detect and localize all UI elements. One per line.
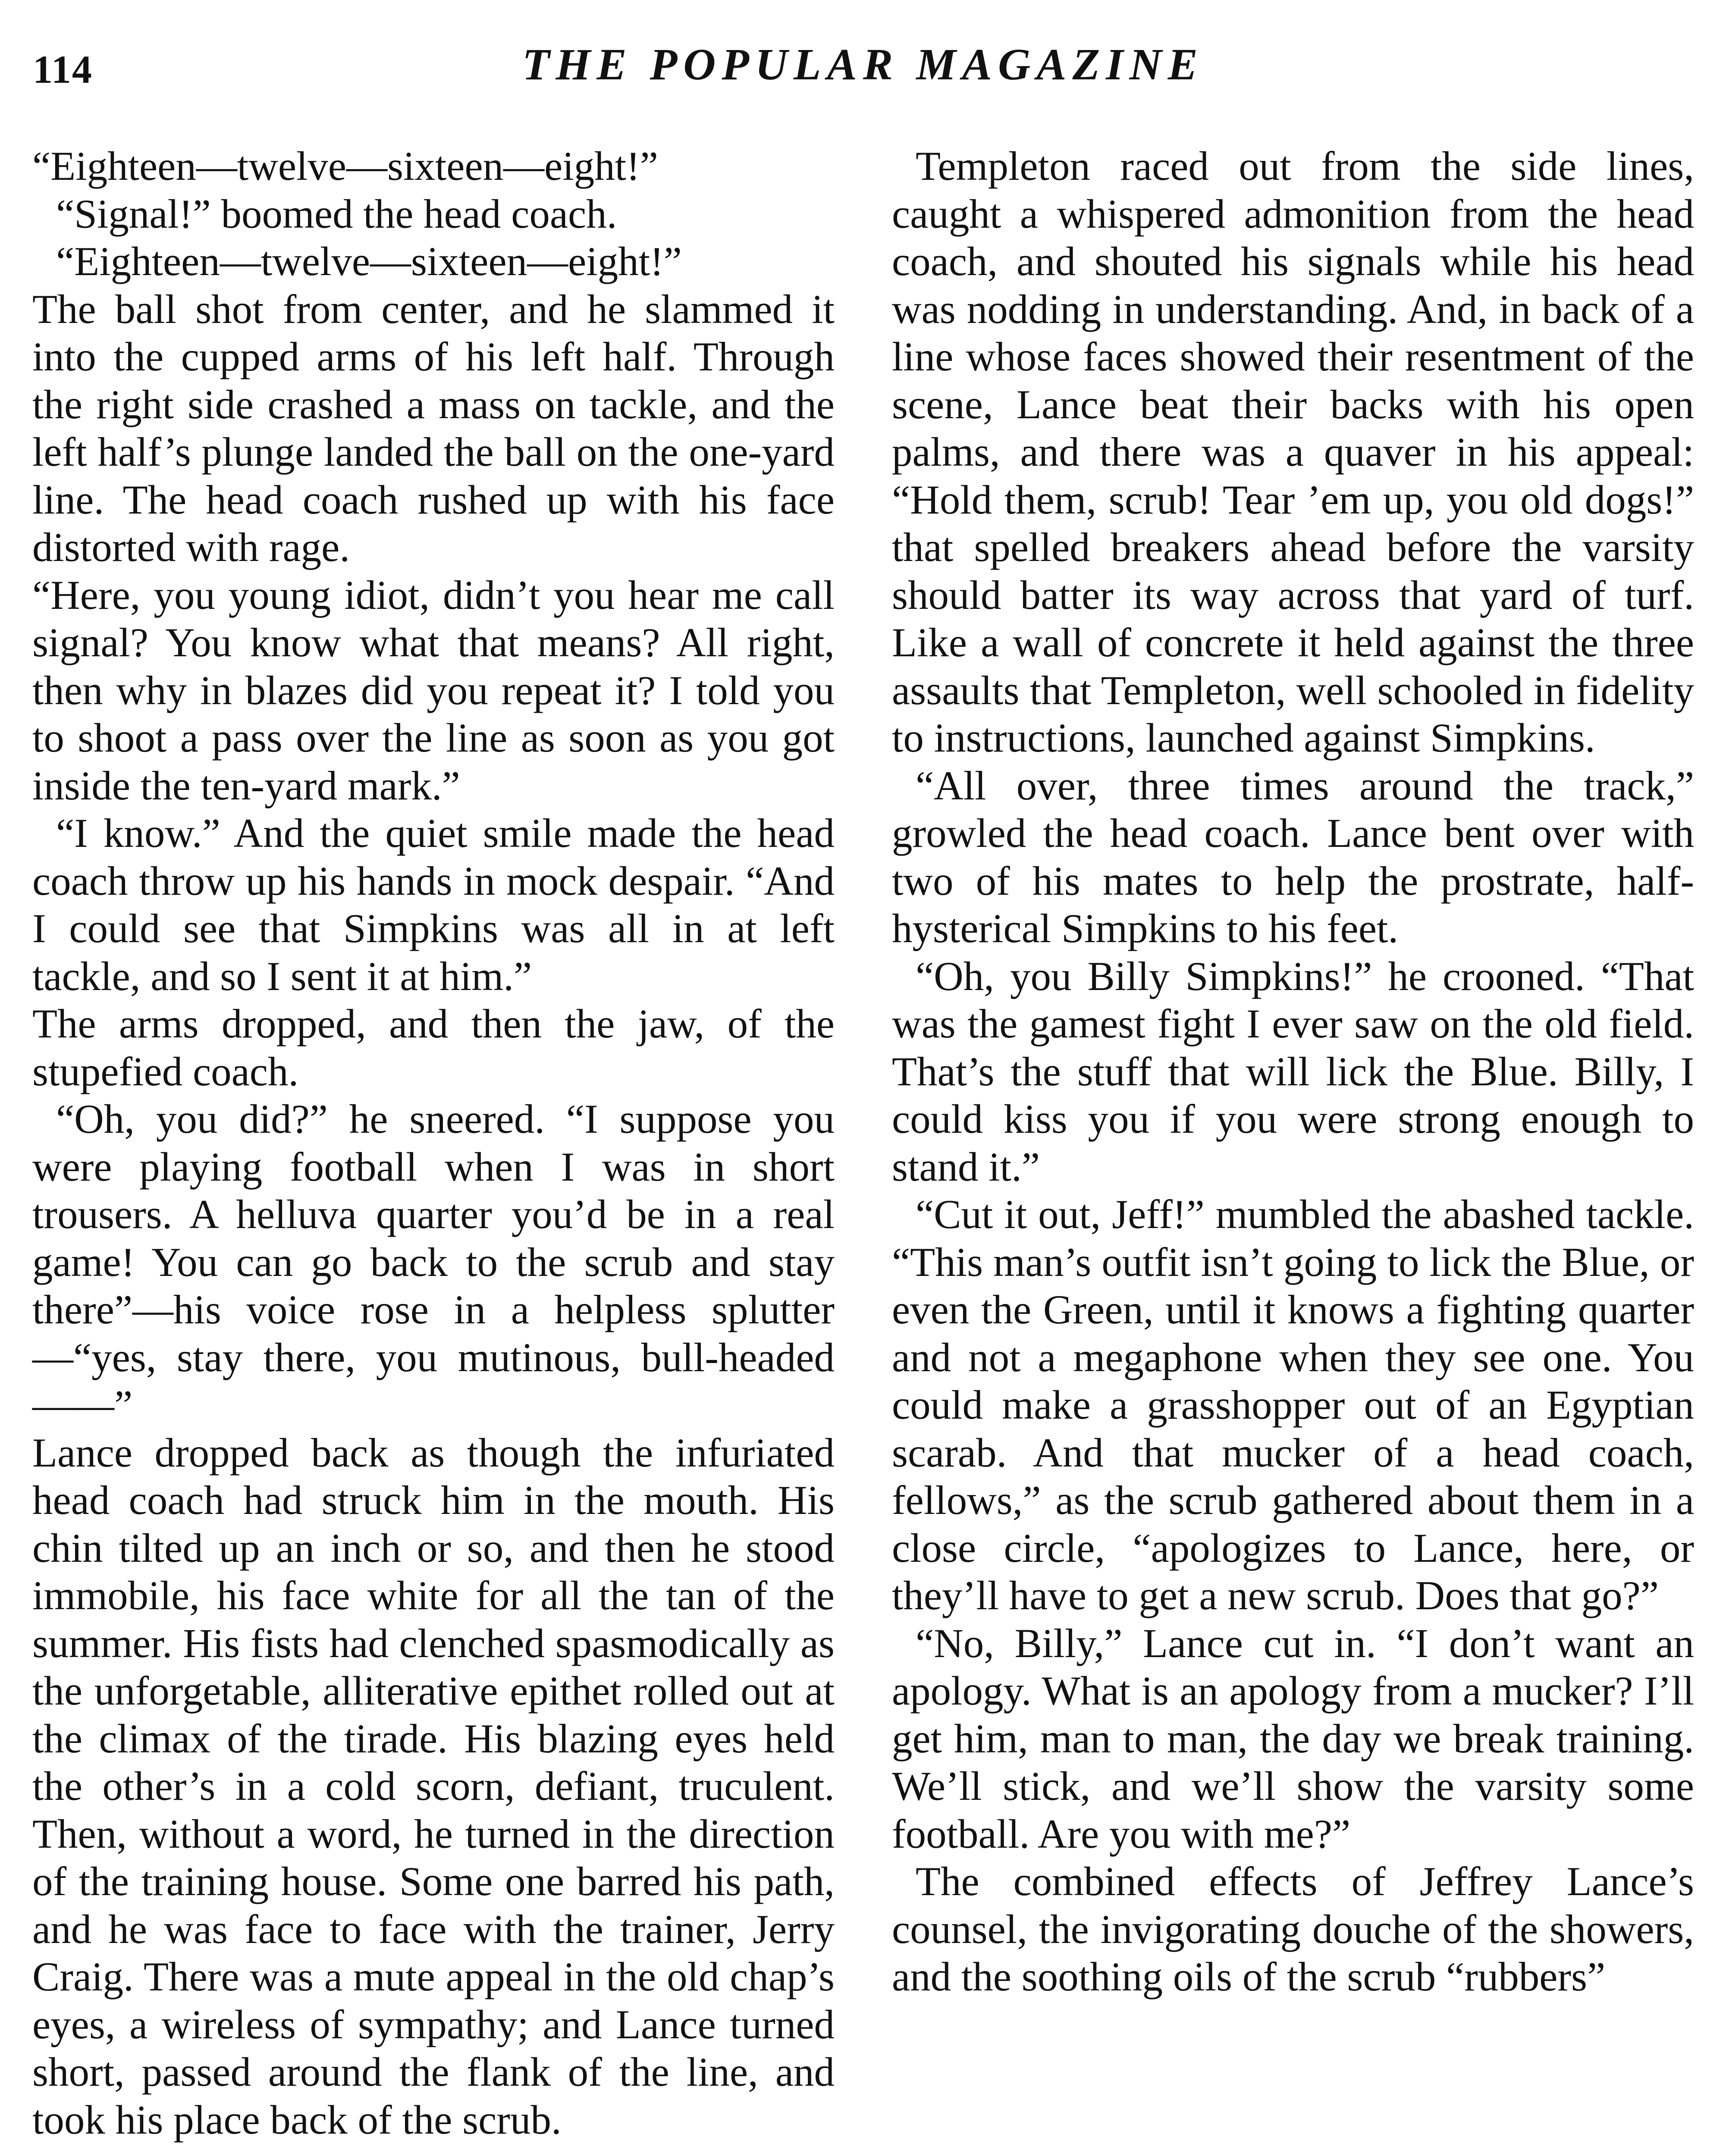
paragraph: “Oh, you Billy Simpkins!” he crooned. “That was the gamest fight I ever saw on the old field. That’s the stuff that will lick the Blue. Billy, I could kiss you if you were strong enough to stand it.” xyxy=(892,953,1694,1190)
paragraph: The combined effects of Jeffrey Lance’s counsel, the invigorating douche of the showers, and the soothing oils of the scrub “rubbers” xyxy=(892,1858,1694,1999)
paragraph: “Cut it out, Jeff!” mumbled the abashed tackle. “This man’s outfit isn’t going to lick the Blue, or even the Green, until it knows a fighting quarter and not a megaphone when they see one. You could make a grasshopper out of an Egyptian scarab. And that mucker of a head coach, fellows,” as the scrub gathered about them in a close circle, “apologizes to Lance, here, or they’ll have to get a new scrub. Does that go?” xyxy=(892,1191,1694,1618)
left-column xyxy=(32,142,835,2143)
paragraph: “Here, you young idiot, didn’t you hear me call signal? You know what that means? All right, then why in blazes did you repeat it? I told you to shoot a pass over the line as soon as you got inside the ten-yard mark.” xyxy=(32,572,835,808)
page-number: 114 xyxy=(33,47,93,91)
running-title: THE POPULAR MAGAZINE xyxy=(522,40,1204,89)
paragraph: “I know.” And the quiet smile made the head coach throw up his hands in mock despair. “And I could see that Simpkins was all in at left tackle, and so I sent it at him.” xyxy=(32,810,835,999)
page-header xyxy=(0,39,1726,99)
paragraph: The ball shot from center, and he slammed it into the cupped arms of his left half. Through the right side crashed a mass on tackle, and the left half’s plunge landed the ball on the one-yard line. The head coach rushed up with his face distorted with rage. xyxy=(32,286,835,570)
paragraph: “All over, three times around the track,” growled the head coach. Lance bent over with two of his mates to help the prostrate, half-hysterical Simpkins to his feet. xyxy=(892,762,1694,951)
paragraph: “Eighteen—twelve—sixteen—eight!” xyxy=(56,238,682,284)
right-column xyxy=(892,142,1694,2001)
paragraph: Lance dropped back as though the infuriated head coach had struck him in the mouth. His chin tilted up an inch or so, and then he stood immobile, his face white for all the tan of the summer. His fists had clenched spasmodically as the unforgetable, alliterative epithet rolled out at the climax of the tirade. His blazing eyes held the other’s in a cold scorn, defiant, truculent. Then, without a word, he turned in the direction of the training house. Some one barred his path, and he was face to face with the trainer, Jerry Craig. There was a mute appeal in the old chap’s eyes, a wireless of sympathy; and Lance turned short, passed around the flank of the line, and took his place back of the scrub. xyxy=(32,1429,835,2143)
paragraph: “Oh, you did?” he sneered. “I suppose you were playing football when I was in short trousers. A helluva quarter you’d be in a real game! You can go back to the scrub and stay there”—his voice rose in a helpless splutter—“yes, stay there, you mutinous, bull-headed——” xyxy=(32,1096,835,1428)
paragraph: “Eighteen—twelve—sixteen—eight!” xyxy=(32,143,658,189)
paragraph: The arms dropped, and then the jaw, of the stupefied coach. xyxy=(32,1001,835,1094)
paragraph: “Signal!” boomed the head coach. xyxy=(56,191,617,237)
paragraph: Templeton raced out from the side lines, caught a whispered admonition from the head coach, and shouted his signals while his head was nodding in understanding. And, in back of a line whose faces showed their resentment of the scene, Lance beat their backs with his open palms, and there was a quaver in his appeal: “Hold them, scrub! Tear ’em up, you old dogs!” that spelled breakers ahead before the varsity should batter its way across that yard of turf. Like a wall of concrete it held against the three assaults that Templeton, well schooled in fidelity to instructions, launched against Simpkins. xyxy=(892,143,1694,761)
paragraph: “No, Billy,” Lance cut in. “I don’t want an apology. What is an apology from a mucker? I’ll get him, man to man, the day we break training. We’ll stick, and we’ll show the varsity some football. Are you with me?” xyxy=(892,1620,1694,1857)
